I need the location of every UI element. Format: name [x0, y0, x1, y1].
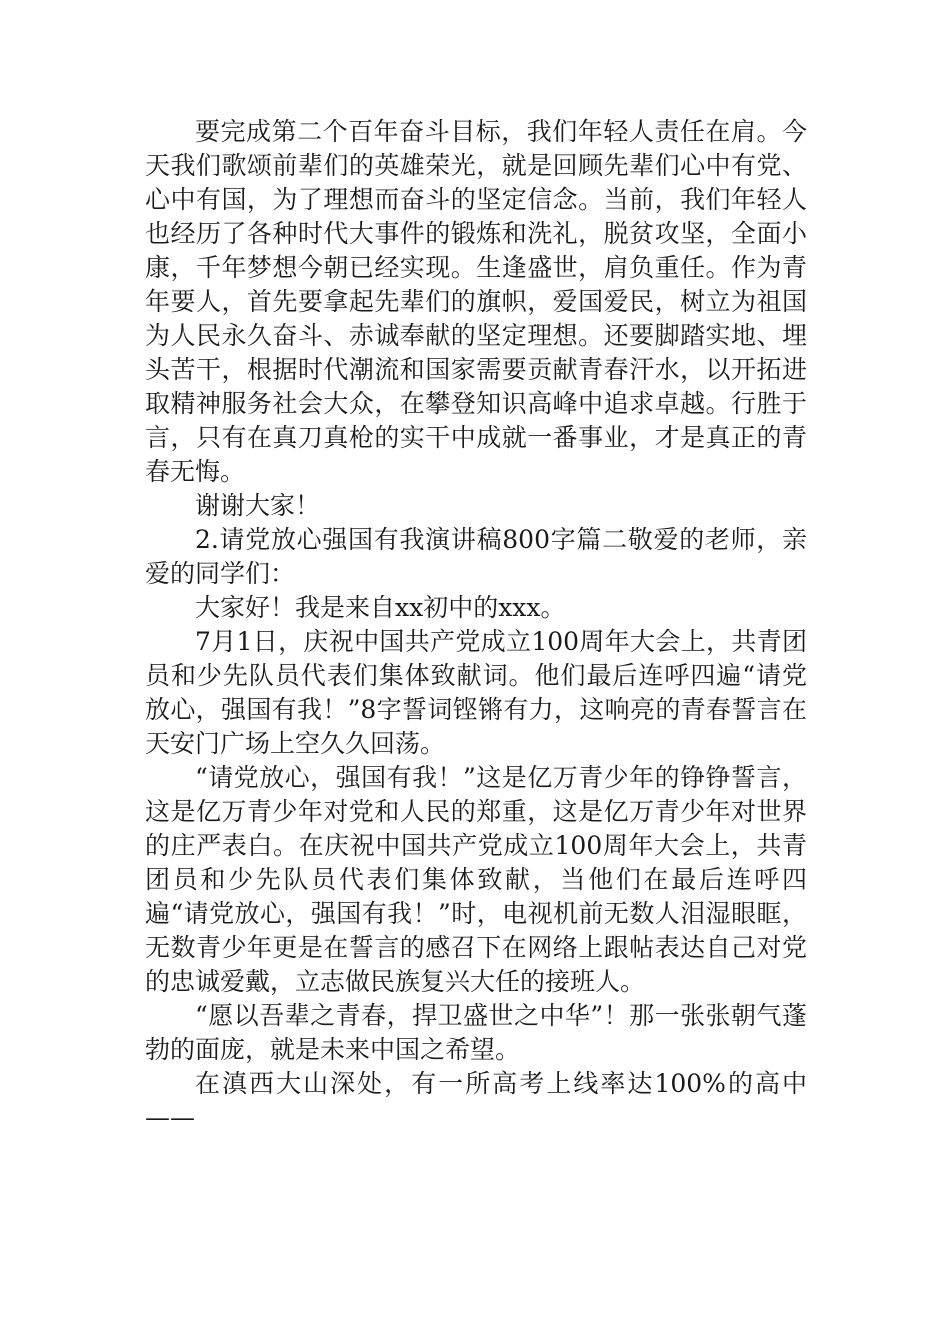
paragraph-july-first: 7月1日，庆祝中国共产党成立100周年大会上，共青团员和少先队员代表们集体致献词。他们最后连呼四遍“请党放心，强国有我！”8字誓词铿锵有力，这响亮的青春誓言在天安门广场上空久久回荡。 [145, 627, 807, 758]
paragraph-greeting: 大家好！我是来自xx初中的xxx。 [195, 593, 566, 622]
paragraph-youth-hope: “愿以吾辈之青春，捍卫盛世之中华”！那一张张朝气蓬勃的面庞，就是未来中国之希望。 [145, 1001, 807, 1064]
paragraph-thanks: 谢谢大家！ [195, 491, 321, 520]
paragraph-pledge: “请党放心，强国有我！”这是亿万青少年的铮铮誓言，这是亿万青少年对党和人民的郑重，这是亿万青少年对世界的庄严表白。在庆祝中国共产党成立100周年大会上，共青团员和少先队员代表们集体致献，当他们在最后连呼四遍“请党放心，强国有我！”时，电视机前无数人泪湿眼眶，无数青少年更是在誓言的感召下在网络上跟帖表达自己对党的忠诚爱戴，立志做民族复兴大任的接班人。 [145, 763, 807, 996]
document-body [145, 115, 807, 1135]
paragraph-youth-responsibility: 要完成第二个百年奋斗目标，我们年轻人责任在肩。今天我们歌颂前辈们的英雄荣光，就是回顾先辈们心中有党、心中有国，为了理想而奋斗的坚定信念。当前，我们年轻人也经历了各种时代大事件的锻炼和洗礼，脱贫攻坚，全面小康，千年梦想今朝已经实现。生逢盛世，肩负重任。作为青年要人，首先要拿起先辈们的旗帜，爱国爱民，树立为祖国为人民永久奋斗、赤诚奉献的坚定理想。还要脚踏实地、埋头苦干，根据时代潮流和国家需要贡献青春汗水，以开拓进取精神服务社会大众，在攀登知识高峰中追求卓越。行胜于言，只有在真刀真枪的实干中成就一番事业，才是真正的青春无悔。 [145, 117, 807, 486]
paragraph-dianxi-school: 在滇西大山深处，有一所高考上线率达100%的高中—— [145, 1069, 807, 1132]
paragraph-speech-title: 2.请党放心强国有我演讲稿800字篇二敬爱的老师，亲爱的同学们： [145, 525, 807, 588]
